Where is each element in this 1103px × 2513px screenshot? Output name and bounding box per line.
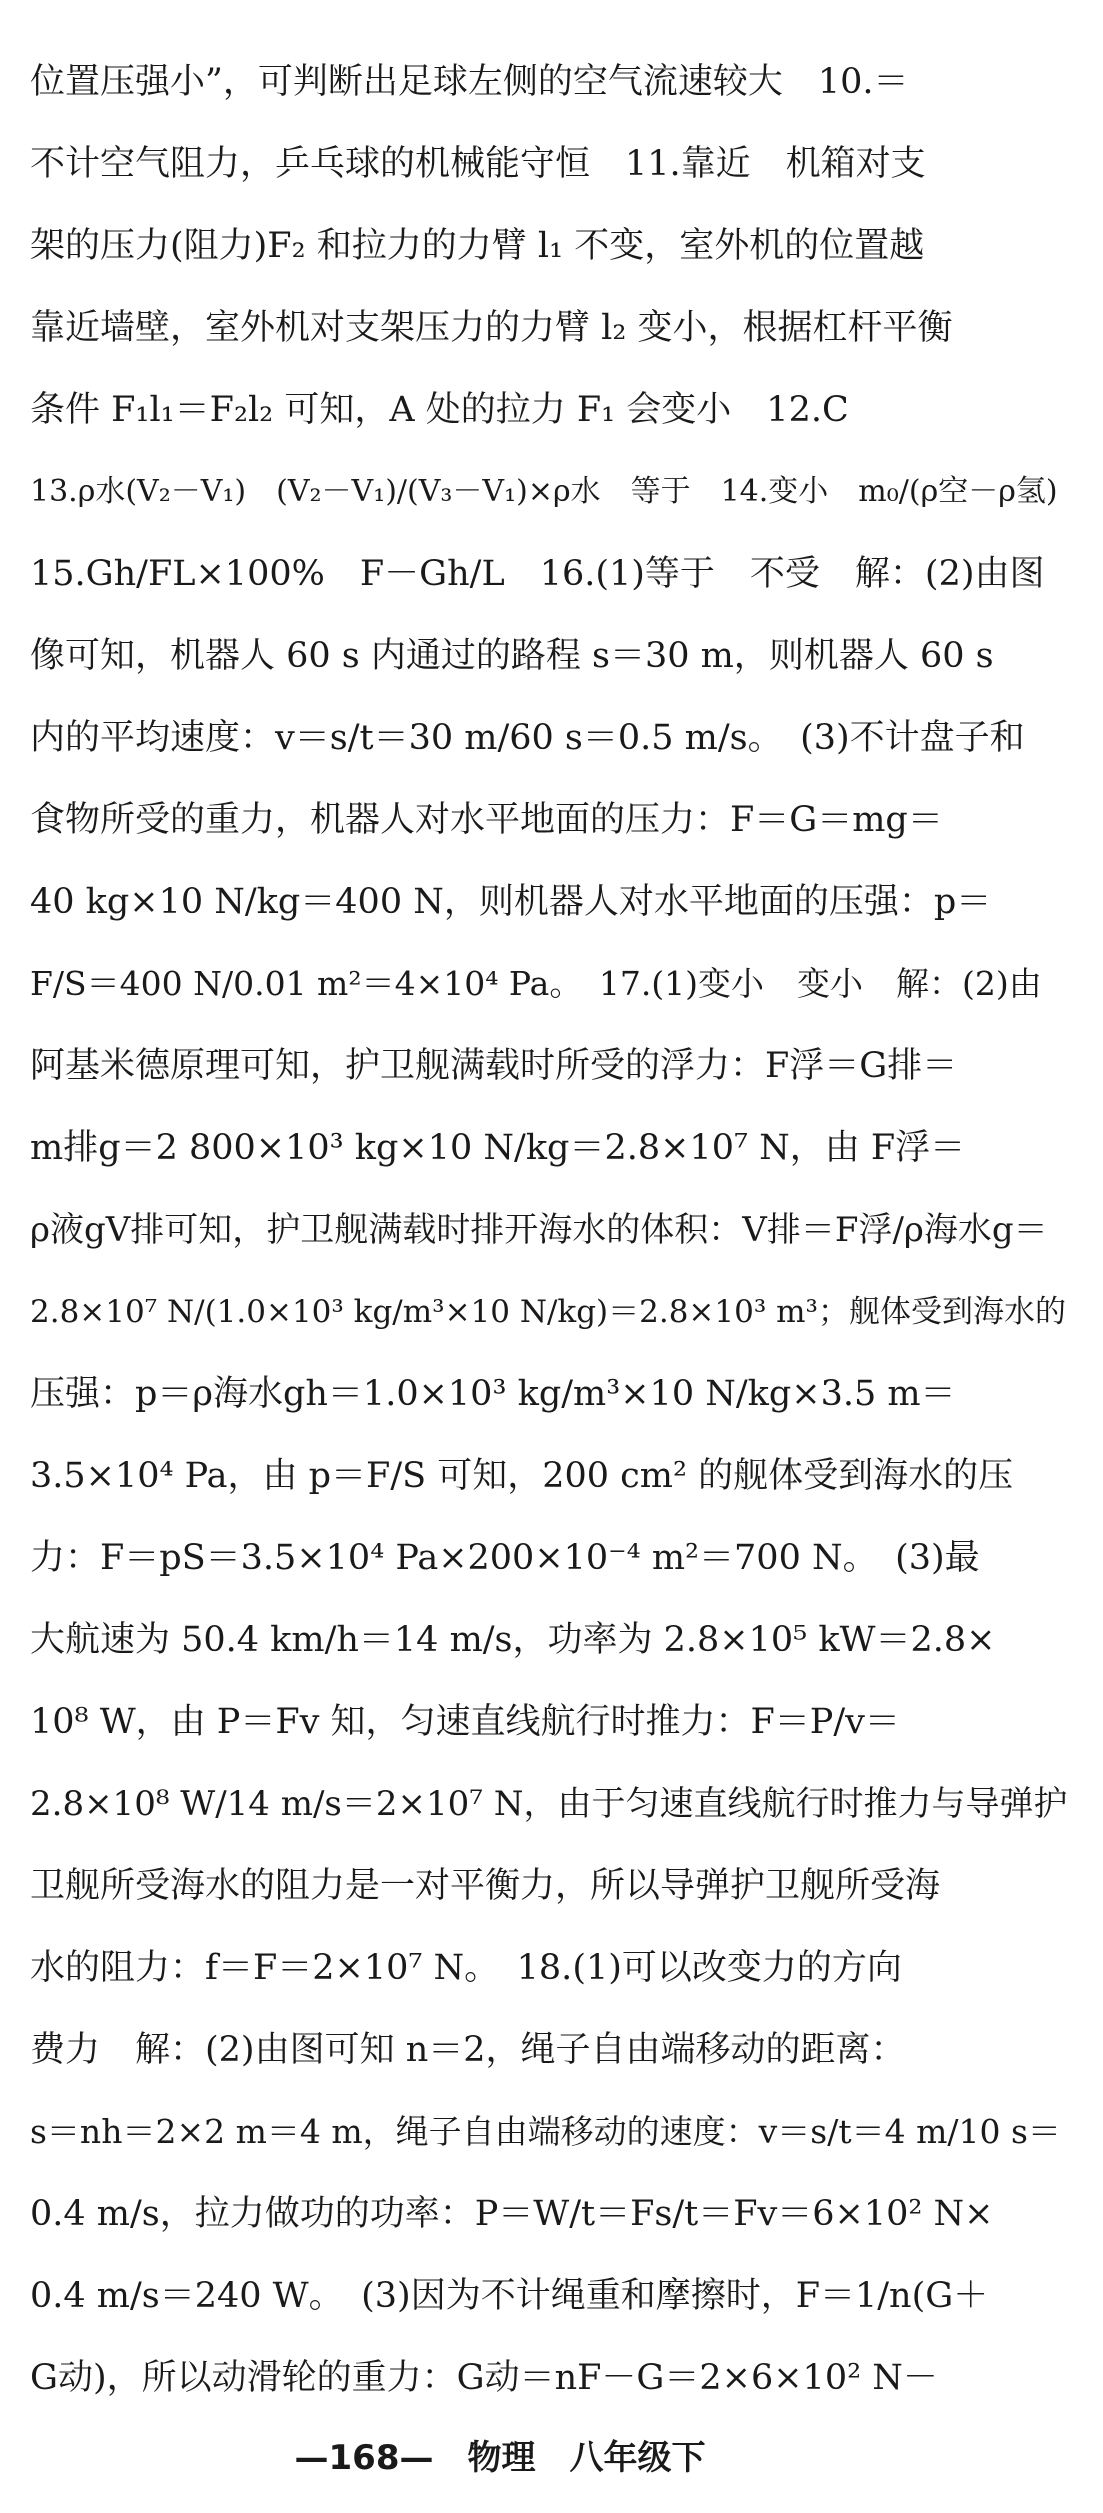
text-line: 大航速为 50.4 km/h＝14 m/s，功率为 2.8×10⁵ kW＝2.8×: [30, 1620, 996, 1660]
text-line: F/S＝400 N/0.01 m²＝4×10⁴ Pa。 17.(1)变小 变小 解：(2)由: [30, 964, 1042, 1003]
text-line: s＝nh＝2×2 m＝4 m，绳子自由端移动的速度：v＝s/t＝4 m/10 s＝: [30, 2112, 1061, 2151]
text-line: 像可知，机器人 60 s 内通过的路程 s＝30 m，则机器人 60 s: [30, 636, 994, 676]
text-line: 10⁸ W，由 P＝Fv 知，匀速直线航行时推力：F＝P/v＝: [30, 1702, 900, 1742]
text-line: 力：F＝pS＝3.5×10⁴ Pa×200×10⁻⁴ m²＝700 N。 (3)最: [30, 1538, 980, 1578]
text-line: 40 kg×10 N/kg＝400 N，则机器人对水平地面的压强：p＝: [30, 882, 992, 922]
text-line: 13.ρ水(V₂－V₁) (V₂－V₁)/(V₃－V₁)×ρ水 等于 14.变小 m₀/(ρ空－ρ氢): [30, 474, 1058, 509]
text-line: 食物所受的重力，机器人对水平地面的压力：F＝G＝mg＝: [30, 800, 943, 840]
text-line: 0.4 m/s，拉力做功的功率：P＝W/t＝Fs/t＝Fv＝6×10² N×: [30, 2194, 994, 2234]
text-line: m排g＝2 800×10³ kg×10 N/kg＝2.8×10⁷ N，由 F浮＝: [30, 1128, 966, 1168]
text-line: 架的压力(阻力)F₂ 和拉力的力臂 l₁ 不变，室外机的位置越: [30, 226, 925, 266]
page-footer: —168— 物理 八年级下: [294, 2438, 706, 2478]
text-line: 0.4 m/s＝240 W。 (3)因为不计绳重和摩擦时，F＝1/n(G＋: [30, 2276, 989, 2316]
text-line: 2.8×10⁸ W/14 m/s＝2×10⁷ N，由于匀速直线航行时推力与导弹护: [30, 1784, 1068, 1824]
text-line: 15.Gh/FL×100% F－Gh/L 16.(1)等于 不受 解：(2)由图: [30, 554, 1045, 594]
text-line: 阿基米德原理可知，护卫舰满载时所受的浮力：F浮＝G排＝: [30, 1046, 958, 1086]
text-line: ρ液gV排可知，护卫舰满载时排开海水的体积：V排＝F浮/ρ海水g＝: [30, 1210, 1048, 1250]
text-line: 条件 F₁l₁＝F₂l₂ 可知，A 处的拉力 F₁ 会变小 12.C: [30, 390, 849, 430]
text-line: 2.8×10⁷ N/(1.0×10³ kg/m³×10 N/kg)＝2.8×10³ m³；舰体受到海水的: [30, 1294, 1066, 1330]
text-line: 不计空气阻力，乒乓球的机械能守恒 11.靠近 机箱对支: [30, 144, 926, 184]
text-line: 压强：p＝ρ海水gh＝1.0×10³ kg/m³×10 N/kg×3.5 m＝: [30, 1374, 956, 1414]
text-line: 靠近墙壁，室外机对支架压力的力臂 l₂ 变小，根据杠杆平衡: [30, 308, 953, 348]
text-line: 3.5×10⁴ Pa，由 p＝F/S 可知，200 cm² 的舰体受到海水的压: [30, 1456, 1014, 1496]
text-line: 卫舰所受海水的阻力是一对平衡力，所以导弹护卫舰所受海: [30, 1866, 941, 1906]
text-line: 内的平均速度：v＝s/t＝30 m/60 s＝0.5 m/s。 (3)不计盘子和: [30, 718, 1025, 758]
text-line: 费力 解：(2)由图可知 n＝2，绳子自由端移动的距离：: [30, 2030, 906, 2070]
text-line: 水的阻力：f＝F＝2×10⁷ N。 18.(1)可以改变力的方向: [30, 1948, 902, 1988]
text-line: 位置压强小”，可判断出足球左侧的空气流速较大 10.＝: [30, 62, 909, 102]
text-line: G动)，所以动滑轮的重力：G动＝nF－G＝2×6×10² N－: [30, 2358, 938, 2398]
